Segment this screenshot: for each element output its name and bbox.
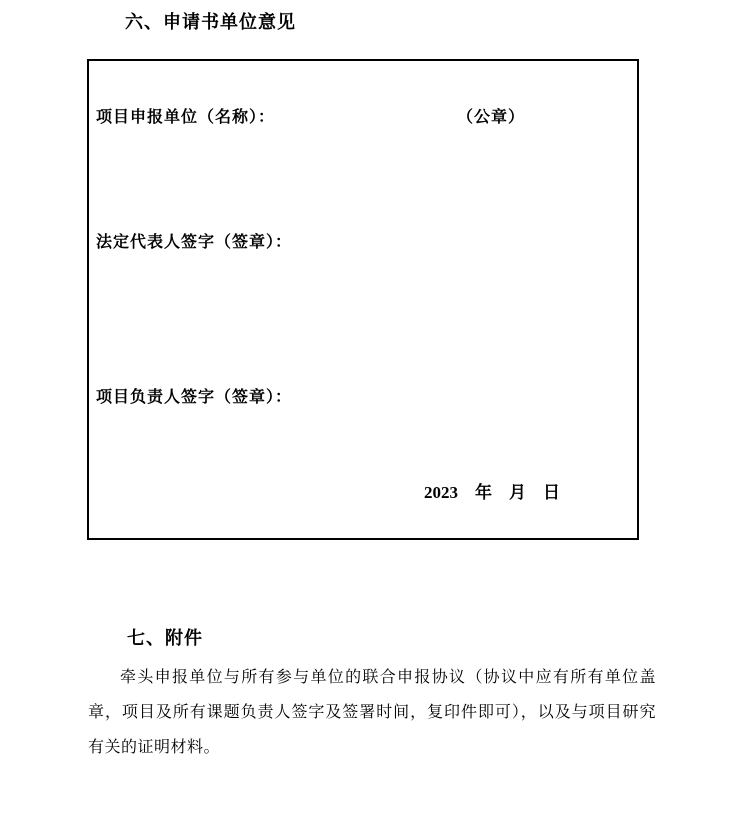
section-6-heading: 六、申请书单位意见 [125, 12, 296, 33]
section-7-heading: 七、附件 [127, 628, 203, 649]
official-seal-label: （公章） [457, 109, 526, 126]
applicant-unit-label: 项目申报单位（名称）： [96, 109, 276, 126]
date-year-unit: 年 [475, 483, 492, 502]
date-month-unit: 月 [509, 483, 526, 502]
unit-opinion-box [87, 59, 639, 540]
attachment-paragraph: 牵头申报单位与所有参与单位的联合申报协议（协议中应有所有单位盖章，项目及所有课题负责人签字及签署时间，复印件即可），以及与项目研究有关的证明材料。 [88, 669, 656, 756]
project-leader-signature-label: 项目负责人签字（签章）： [96, 389, 293, 406]
date-year-value: 2023 [424, 483, 458, 502]
legal-representative-signature-label: 法定代表人签字（签章）： [96, 234, 293, 251]
date-day-unit: 日 [543, 483, 560, 502]
date-line [424, 478, 560, 503]
